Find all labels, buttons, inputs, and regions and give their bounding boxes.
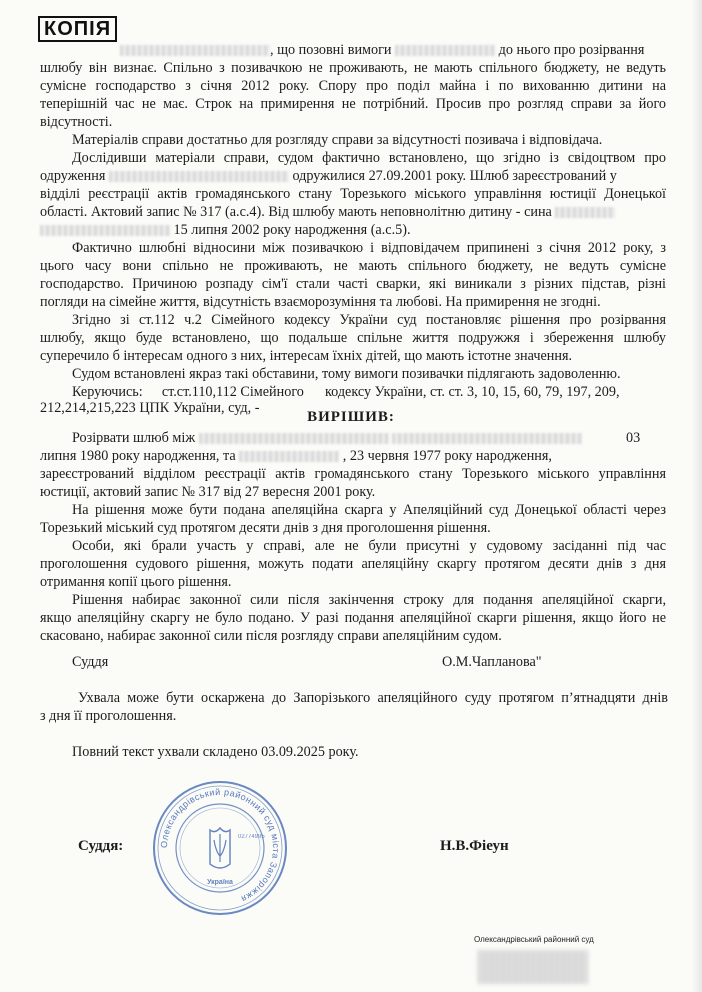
redaction (109, 171, 289, 182)
para7-line2: 212,214,215,223 ЦПК України, суд, - (40, 400, 260, 416)
copy-stamp (34, 16, 118, 46)
para3-line3: відділі реєстрації актів громадянського стану Торезького міського управління юстиції Донецької (40, 186, 666, 202)
para1-line4: теперішній час не має. Строк на примирення не потрібний. Просив про розгляд справи за його (40, 96, 666, 112)
full-text-date: Повний текст ухвали складено 03.09.2025 року. (72, 744, 359, 760)
para3-line5: 15 липня 2002 року народження (а.с.5). (40, 222, 411, 238)
judge-old-label: Суддя (72, 654, 109, 670)
court-stamp-text: Олександрівський районний суд (474, 935, 594, 944)
court-stamp-redaction (478, 950, 588, 984)
para3-line2: одруження одружилися 27.09.2001 року. Шлюб зареєстрований у (40, 168, 617, 184)
para1-line2: шлюбу він визнає. Спільно з позивачкою не проживають, не мають спільного бюджету, не ведуть (40, 60, 666, 76)
para4-line4: погляди на сімейне життя, відсутність взаєморозуміння та любові. На примирення не згодні. (40, 294, 601, 310)
decision-line1-end: 03 (626, 430, 641, 446)
para5-line1: Згідно зі ст.112 ч.2 Сімейного кодексу України суд постановляє рішення про розірвання (72, 312, 666, 328)
para1-line3: сумісне господарство з січня 2012 року. Спору про поділ майна і по вихованню дитини на (40, 78, 666, 94)
redaction (239, 451, 339, 462)
para4-line1: Фактично шлюбні відносини між позивачкою і відповідачем припинені з січня 2012 року, з (72, 240, 666, 256)
ukhvala-line2: з дня її проголошення. (40, 708, 177, 724)
redaction (40, 225, 170, 236)
decision-line1: Розірвати шлюб між (72, 430, 582, 446)
effect-line1: Рішення набирає законної сили після закінчення строку для подання апеляційної скарги, (72, 592, 666, 608)
seal-bottom-text: Україна (207, 879, 233, 886)
seal-code: 02774995 (238, 834, 265, 840)
signature-name: Н.В.Фіеун (440, 838, 509, 854)
redaction (395, 45, 495, 56)
para4-line3: господарство. Причиною розпаду сім'ї стали часті сварки, які виникали з різних підстав, різні (40, 276, 666, 292)
para4-line2: цього часу вони спільно не проживають, не мають спільного бюджету, не ведуть сумісне (40, 258, 666, 274)
page-edge-shadow (692, 0, 702, 992)
redaction (392, 433, 582, 444)
ukhvala-line1: Ухвала може бути оскаржена до Запорізького апеляційного суду протягом п’ятнадцяти днів (78, 690, 668, 706)
para3-line4: області. Актовий запис № 317 (а.с.4). Від шлюбу мають неповнолітню дитину - сина (40, 204, 615, 220)
para1-line5: відсутності. (40, 114, 113, 130)
redaction (555, 207, 615, 218)
decision-line3: зареєстрований відділом реєстрації актів громадянського стану Торезького міського управління (40, 466, 666, 482)
para3-line1: Дослідивши матеріали справи, судом фактично встановлено, що згідно із свідоцтвом про (72, 150, 666, 166)
para7-line1: Керуючись: ст.ст.110,112 Сімейного кодексу України, ст. ст. 3, 10, 15, 60, 79, 197, 209, (72, 384, 620, 400)
appeal2-line2: проголошення судового рішення, можуть подати апеляційну скаргу протягом десяти днів з дня (40, 556, 666, 572)
para5-line2: шлюбу, якщо буде встановлено, що подальше спільне життя подружжя і збереження шлюбу (40, 330, 666, 346)
court-seal-icon (150, 778, 290, 918)
appeal2-line3: отримання копії цього рішення. (40, 574, 232, 590)
effect-line3: скасовано, набирає законної сили після розгляду справи апеляційним судом. (40, 628, 502, 644)
appeal1-line2: Торезький міський суд протягом десяти днів з дня проголошення рішення. (40, 520, 491, 536)
decision-line4: юстиції, актовий запис № 317 від 27 вересня 2001 року. (40, 484, 376, 500)
signature-label: Суддя: (78, 838, 124, 854)
para6-line1: Судом встановлені якраз такі обставини, тому вимоги позивачки підлягають задоволенню. (72, 366, 621, 382)
appeal1-line1: На рішення може бути подана апеляційна скарга у Апеляційний суд Донецької області через (72, 502, 666, 518)
effect-line2: якщо апеляційну скаргу не було подано. У разі подання апеляційної скарги рішення, якщо його не (40, 610, 666, 626)
seal-ring-text: Олександрівський районний суд міста Запоріжжя (158, 786, 282, 905)
para1-line1: , що позовні вимоги до нього про розірвання (120, 42, 644, 58)
redaction (199, 433, 389, 444)
appeal2-line1: Особи, які брали участь у справі, але не були присутні у судовому засіданні під час (72, 538, 666, 554)
para5-line3: суперечило б інтересам одного з них, інтересам їхніх дітей, що мають істотне значення. (40, 348, 573, 364)
copy-stamp-label: КОПІЯ (38, 16, 117, 42)
decision-heading: ВИРІШИВ: (307, 409, 395, 425)
decision-line2: липня 1980 року народження, та , 23 червня 1977 року народження, (40, 448, 552, 464)
para2-line1: Матеріалів справи достатньо для розгляду справи за відсутності позивача і відповідача. (72, 132, 603, 148)
redaction (120, 45, 270, 56)
judge-old-name: О.М.Чапланова" (442, 654, 542, 670)
